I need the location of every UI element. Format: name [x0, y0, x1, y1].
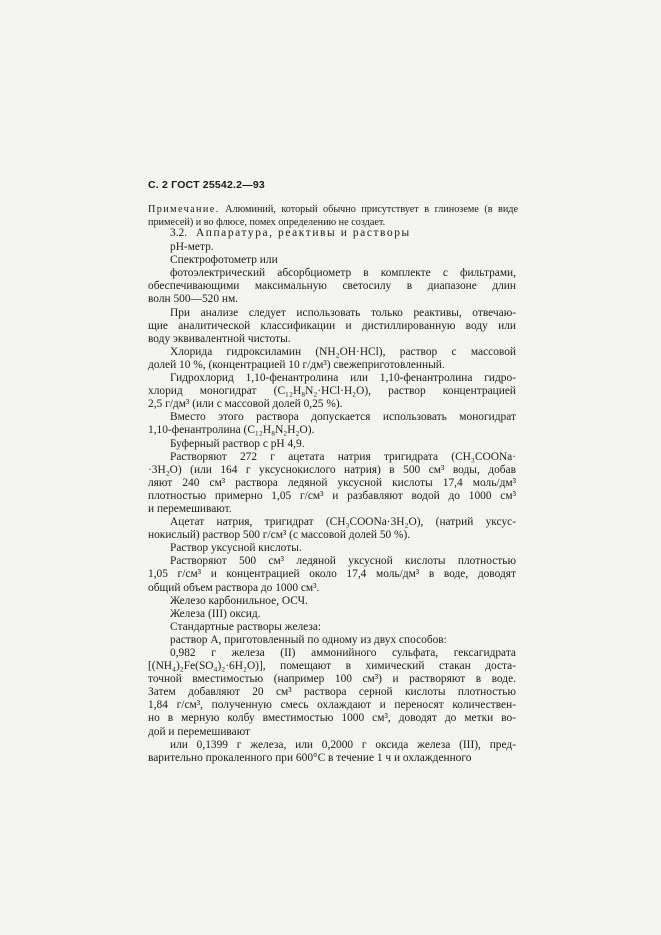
note-lead: Примечание. [148, 204, 220, 215]
paragraph [148, 621, 516, 634]
text-line: Вместо этого раствора допускается использовать моногидрат [170, 411, 516, 424]
text-line: Затем добавляют 20 см³ раствора серной кислоты плотностью [148, 686, 516, 699]
text-line: но в мерную колбу вместимостью 1000 см³, доводят до метки во- [148, 712, 516, 725]
text-line: Стандартные растворы железа: [170, 620, 322, 633]
section-title: Аппаратура, реактивы и растворы [195, 227, 411, 239]
text-line: волн 500—520 нм. [148, 293, 239, 306]
text-line: 1,05 г/см³ и концентрацией около 17,4 моль/дм³ в воде, доводят [148, 568, 516, 581]
paragraph [148, 647, 516, 739]
text-line: Железо карбонильное, ОСЧ. [170, 594, 308, 607]
paragraph [148, 372, 516, 411]
text-line: раствор А, приготовленный по одному из двух способов: [170, 633, 447, 646]
text-line: [(NH₄)₂Fe(SO₄)₂·6H₂O)], помещают в химический стакан доста- [148, 660, 516, 673]
text-line: Ацетат натрия, тригидрат (CH₃COONa·3H₂O), (натрий уксус- [170, 516, 516, 529]
document-body [148, 227, 516, 765]
section-heading [148, 227, 516, 240]
text-line: обеспечивающими максимальную светосилу в диапазоне длин [148, 280, 516, 293]
paragraph [148, 608, 516, 621]
text-line: долей 10 %, (концентрацией 10 г/дм³) свежеприготовленный. [148, 358, 445, 371]
text-line: Спектрофотометр или [170, 254, 278, 267]
paragraph [148, 241, 516, 254]
paragraph [148, 346, 516, 372]
paragraph [148, 411, 516, 437]
text-line: Железа (III) оксид. [170, 607, 261, 620]
text-line: ляют 240 см³ раствора ледяной уксусной кислоты 17,4 моль/дм³ [148, 476, 516, 489]
paragraph [148, 254, 516, 267]
text-line: При анализе следует использовать только реактивы, отвечаю- [170, 306, 516, 319]
text-line: фотоэлектрический абсорбциометр в комплекте с фильтрами, [170, 267, 516, 280]
text-line: Буферный раствор с pH 4,9. [170, 437, 305, 450]
text-line: Растворяют 500 см³ ледяной уксусной кислоты плотностью [170, 555, 516, 568]
text-line: 0,982 г железа (II) аммонийного сульфата, гексагидрата [170, 647, 516, 659]
paragraph [148, 307, 516, 346]
paragraph [148, 267, 516, 306]
paragraph [148, 555, 516, 594]
note-text: Алюминий, который обычно присутствует в глиноземе (в виде примесей) и во флюсе, помех определению не создает. [148, 204, 518, 228]
section-number: 3.2. [170, 227, 188, 239]
text-line: точной вместимостью (например 100 см³) и растворяют в воде. [148, 673, 516, 686]
paragraph [148, 451, 516, 516]
paragraph [148, 542, 516, 555]
text-line: Гидрохлорид 1,10-фенантролина или 1,10-фенантролина гидро- [170, 372, 516, 385]
paragraph [148, 634, 516, 647]
text-line: воду эквивалентной чистоты. [148, 332, 291, 345]
paragraph [148, 516, 516, 542]
paragraph [148, 438, 516, 451]
text-line: плотностью примерно 1,05 г/см³ и разбавляют водой до 1000 см³ [148, 489, 516, 502]
text-line: Раствор уксусной кислоты. [170, 542, 302, 555]
text-line: хлорид моногидрат (C₁₂H₈N₂·HCl·H₂O), раствор концентрацией [148, 385, 516, 398]
text-line: общий объем раствора до 1000 см³. [148, 581, 320, 594]
text-line: Хлорида гидроксиламин (NH₂OH·HCl), раствор с массовой [170, 345, 516, 358]
text-line: 2,5 г/дм³ (или с массовой долей 0,25 %). [148, 398, 343, 411]
text-line: дой и перемешивают [148, 725, 251, 738]
text-line: щие аналитической классификации и дистиллированную воду или [148, 319, 516, 332]
text-line: pH-метр. [170, 241, 214, 254]
text-line: Растворяют 272 г ацетата натрия тригидрата (CH₃COONa· [170, 450, 516, 463]
text-line: нокислый) раствор 500 г/см³ (с массовой долей 50 %). [148, 529, 411, 542]
text-line: 1,84 г/см³, полученную смесь охлаждают и переносят количествен- [148, 699, 516, 712]
text-line: и перемешивают. [148, 502, 232, 515]
paragraph-list [148, 241, 516, 765]
paragraph [148, 595, 516, 608]
page-header: С. 2 ГОСТ 25542.2—93 [148, 179, 265, 191]
text-line: ·3H₂O) (или 164 г уксуснокислого натрия) в 500 см³ воды, добав [148, 463, 516, 476]
text-line: 1,10-фенантролина (C₁₂H₈N₂H₂O). [148, 424, 315, 437]
text-line: или 0,1399 г железа, или 0,2000 г оксида железа (III), пред- [170, 738, 516, 751]
text-line: варительно прокаленного при 600°С в течение 1 ч и охлажденного [148, 751, 472, 764]
note [148, 203, 518, 229]
paragraph [148, 739, 516, 765]
